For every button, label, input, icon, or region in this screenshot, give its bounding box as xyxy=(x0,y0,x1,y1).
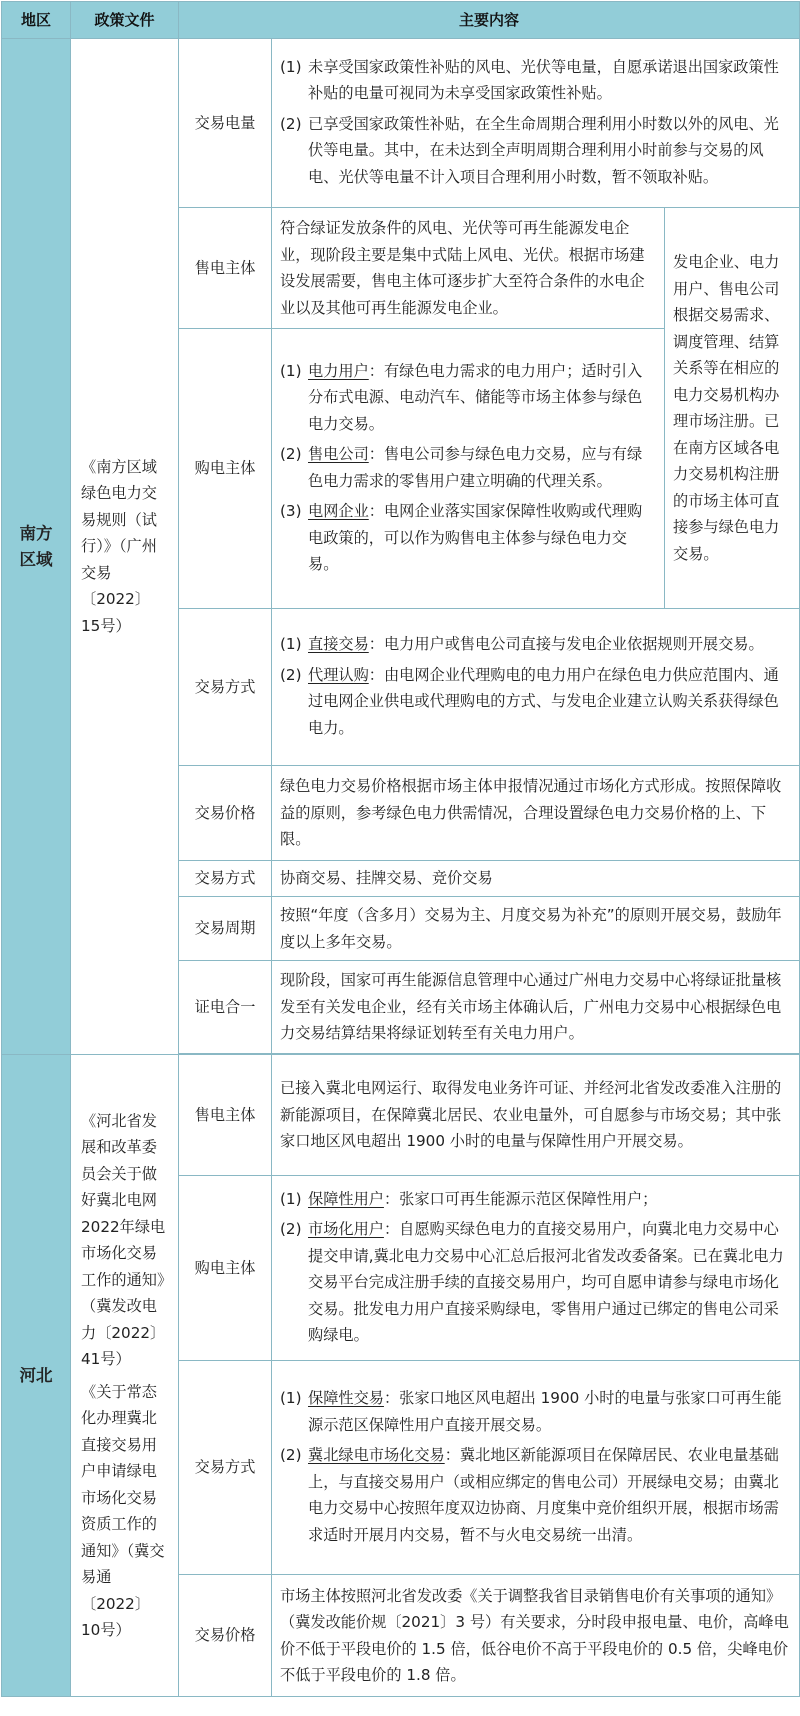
header-region: 地区 xyxy=(2,2,71,39)
list-item xyxy=(280,1385,791,1438)
policy-doc-text: 《河北省发展和改革委员会关于做好冀北电网2022年绿电市场化交易工作的通知》（冀发改电力〔2022〕41号） xyxy=(81,1111,166,1368)
list-item xyxy=(280,54,791,107)
header-doc: 政策文件 xyxy=(71,2,179,39)
item-number: (2) xyxy=(280,665,302,684)
category-cell: 交易周期 xyxy=(179,897,272,961)
item-number: (1) xyxy=(280,57,302,76)
item-text: ：张家口地区风电超出 1900 小时的电量与张家口可再生能源示范区保障性用户直接开展交易。 xyxy=(308,1389,782,1434)
item-label: 电网企业 xyxy=(308,502,369,520)
item-label: 代理认购 xyxy=(308,665,369,684)
policy-table xyxy=(1,1,800,1697)
item-label: 电力用户 xyxy=(308,361,369,380)
category-cell: 交易价格 xyxy=(179,1575,272,1697)
category-cell: 售电主体 xyxy=(179,1055,272,1176)
table-row xyxy=(2,1055,800,1176)
list-item xyxy=(280,631,791,658)
list-item xyxy=(280,441,656,494)
category-cell: 购电主体 xyxy=(179,1176,272,1361)
registration-note: 发电企业、电力用户、售电公司根据交易需求、调度管理、结算关系等在相应的电力交易机构办理市场注册。已在南方区域各电力交易机构注册的市场主体可直接参与绿色电力交易。 xyxy=(665,208,800,609)
item-number: (2) xyxy=(280,114,302,133)
category-cell: 交易电量 xyxy=(179,39,272,208)
item-number: (2) xyxy=(280,445,302,463)
item-number: (2) xyxy=(280,1220,302,1238)
item-label: 保障性用户 xyxy=(308,1189,384,1208)
item-text: ：电网企业落实国家保障性收购或代理购电政策的，可以作为购售电主体参与绿色电力交易。 xyxy=(308,502,643,573)
header-content: 主要内容 xyxy=(179,2,800,39)
content-cell: 协商交易、挂牌交易、竞价交易 xyxy=(272,861,800,897)
region-hebei: 河北 xyxy=(2,1055,71,1697)
item-label: 直接交易 xyxy=(308,635,369,653)
item-number: (1) xyxy=(280,361,302,380)
item-text: ：张家口可再生能源示范区保障性用户； xyxy=(383,1189,658,1208)
item-number: (1) xyxy=(280,635,302,653)
list-item xyxy=(280,662,791,742)
list-item xyxy=(280,358,656,438)
item-text: ：由电网企业代理购电的电力用户在绿色电力供应范围内、通过电网企业供电或代理购电的方式、与发电企业建立认购关系获得绿色电力。 xyxy=(308,665,779,737)
content-cell: 现阶段，国家可再生能源信息管理中心通过广州电力交易中心将绿证批量核发至有关发电企业，经有关市场主体确认后，广州电力交易中心根据绿色电力交易结算结果将绿证划转至有关电力用户。 xyxy=(272,961,800,1054)
item-number: (2) xyxy=(280,1446,302,1464)
content-cell xyxy=(272,609,800,766)
list-item xyxy=(280,111,791,191)
content-cell xyxy=(272,329,665,609)
content-cell xyxy=(272,39,800,208)
list-item xyxy=(280,1216,791,1349)
category-cell: 售电主体 xyxy=(179,208,272,329)
content-cell xyxy=(272,1176,800,1361)
item-number: (1) xyxy=(280,1189,302,1208)
content-cell: 已接入冀北电网运行、取得发电业务许可证、并经河北省发改委准入注册的新能源项目，在保障冀北居民、农业电量外，可自愿参与市场交易；其中张家口地区风电超出 1900 小时的电量与保障性用户开展交易。 xyxy=(272,1055,800,1176)
category-cell: 交易方式 xyxy=(179,1361,272,1575)
category-cell: 购电主体 xyxy=(179,329,272,609)
region-label: 南方 区域 xyxy=(19,523,53,569)
item-text: ：有绿色电力需求的电力用户；适时引入分布式电源、电动汽车、储能等市场主体参与绿色电力交易。 xyxy=(308,361,643,433)
region-south xyxy=(2,39,71,1055)
category-cell: 交易方式 xyxy=(179,609,272,766)
header-row xyxy=(2,2,800,39)
item-label: 冀北绿电市场化交易 xyxy=(308,1446,445,1464)
list-item xyxy=(280,498,656,578)
content-cell xyxy=(272,1361,800,1575)
item-text: ：电力用户或售电公司直接与发电企业依据规则开展交易。 xyxy=(368,635,764,653)
category-cell: 交易价格 xyxy=(179,766,272,861)
item-number: (3) xyxy=(280,502,302,520)
list-item xyxy=(280,1442,791,1548)
item-text: ：自愿购买绿色电力的直接交易用户，向冀北电力交易中心提交申请,冀北电力交易中心汇总后报河北省发改委备案。已在冀北电力交易平台完成注册手续的直接交易用户，均可自愿申请参与绿电市场化交易。批发电力用户直接采购绿电，零售用户通过已绑定的售电公司采购绿电。 xyxy=(308,1220,784,1344)
item-label: 保障性交易 xyxy=(308,1389,384,1407)
content-cell: 符合绿证发放条件的风电、光伏等可再生能源发电企业，现阶段主要是集中式陆上风电、光伏。根据市场建设发展需要，售电主体可逐步扩大至符合条件的水电企业以及其他可再生能源发电企业。 xyxy=(272,208,665,329)
table-row xyxy=(2,39,800,208)
policy-doc-hebei xyxy=(71,1055,179,1697)
item-label: 售电公司 xyxy=(308,445,369,463)
category-cell: 交易方式 xyxy=(179,861,272,897)
policy-doc-south: 《南方区域绿色电力交易规则（试行）》（广州交易〔2022〕15号） xyxy=(71,39,179,1055)
list-item xyxy=(280,1186,791,1213)
policy-doc-text: 《关于常态化办理冀北直接交易用户申请绿电市场化交易资质工作的通知》（冀交易通〔2022〕10号） xyxy=(81,1382,165,1639)
category-cell: 证电合一 xyxy=(179,961,272,1054)
item-text: 未享受国家政策性补贴的风电、光伏等电量，自愿承诺退出国家政策性补贴的电量可视同为未享受国家政策性补贴。 xyxy=(308,57,779,103)
item-text: 已享受国家政策性补贴，在全生命周期合理利用小时数以外的风电、光伏等电量。其中，在未达到全声明周期合理利用小时前参与交易的风电、光伏等电量不计入项目合理利用小时数，暂不领取补贴。 xyxy=(308,114,779,186)
item-label: 市场化用户 xyxy=(308,1220,384,1238)
content-cell: 绿色电力交易价格根据市场主体申报情况通过市场化方式形成。按照保障收益的原则，参考绿色电力供需情况，合理设置绿色电力交易价格的上、下限。 xyxy=(272,766,800,861)
content-cell: 市场主体按照河北省发改委《关于调整我省目录销售电价有关事项的通知》（冀发改能价规〔2021〕3 号）有关要求，分时段申报电量、电价，高峰电价不低于平段电价的 1.5 倍，低谷电价不高于平段电价的 0.5 倍，尖峰电价不低于平段电价的 1.8 倍。 xyxy=(272,1575,800,1697)
content-cell: 按照“年度（含多月）交易为主、月度交易为补充”的原则开展交易，鼓励年度以上多年交易。 xyxy=(272,897,800,961)
item-number: (1) xyxy=(280,1389,302,1407)
item-text: ：冀北地区新能源项目在保障居民、农业电量基础上，与直接交易用户（或相应绑定的售电公司）开展绿电交易；由冀北电力交易中心按照年度双边协商、月度集中竞价组织开展，根据市场需求适时开展月内交易，暂不与火电交易统一出清。 xyxy=(308,1446,779,1544)
item-text: ：售电公司参与绿色电力交易，应与有绿色电力需求的零售用户建立明确的代理关系。 xyxy=(308,445,643,490)
